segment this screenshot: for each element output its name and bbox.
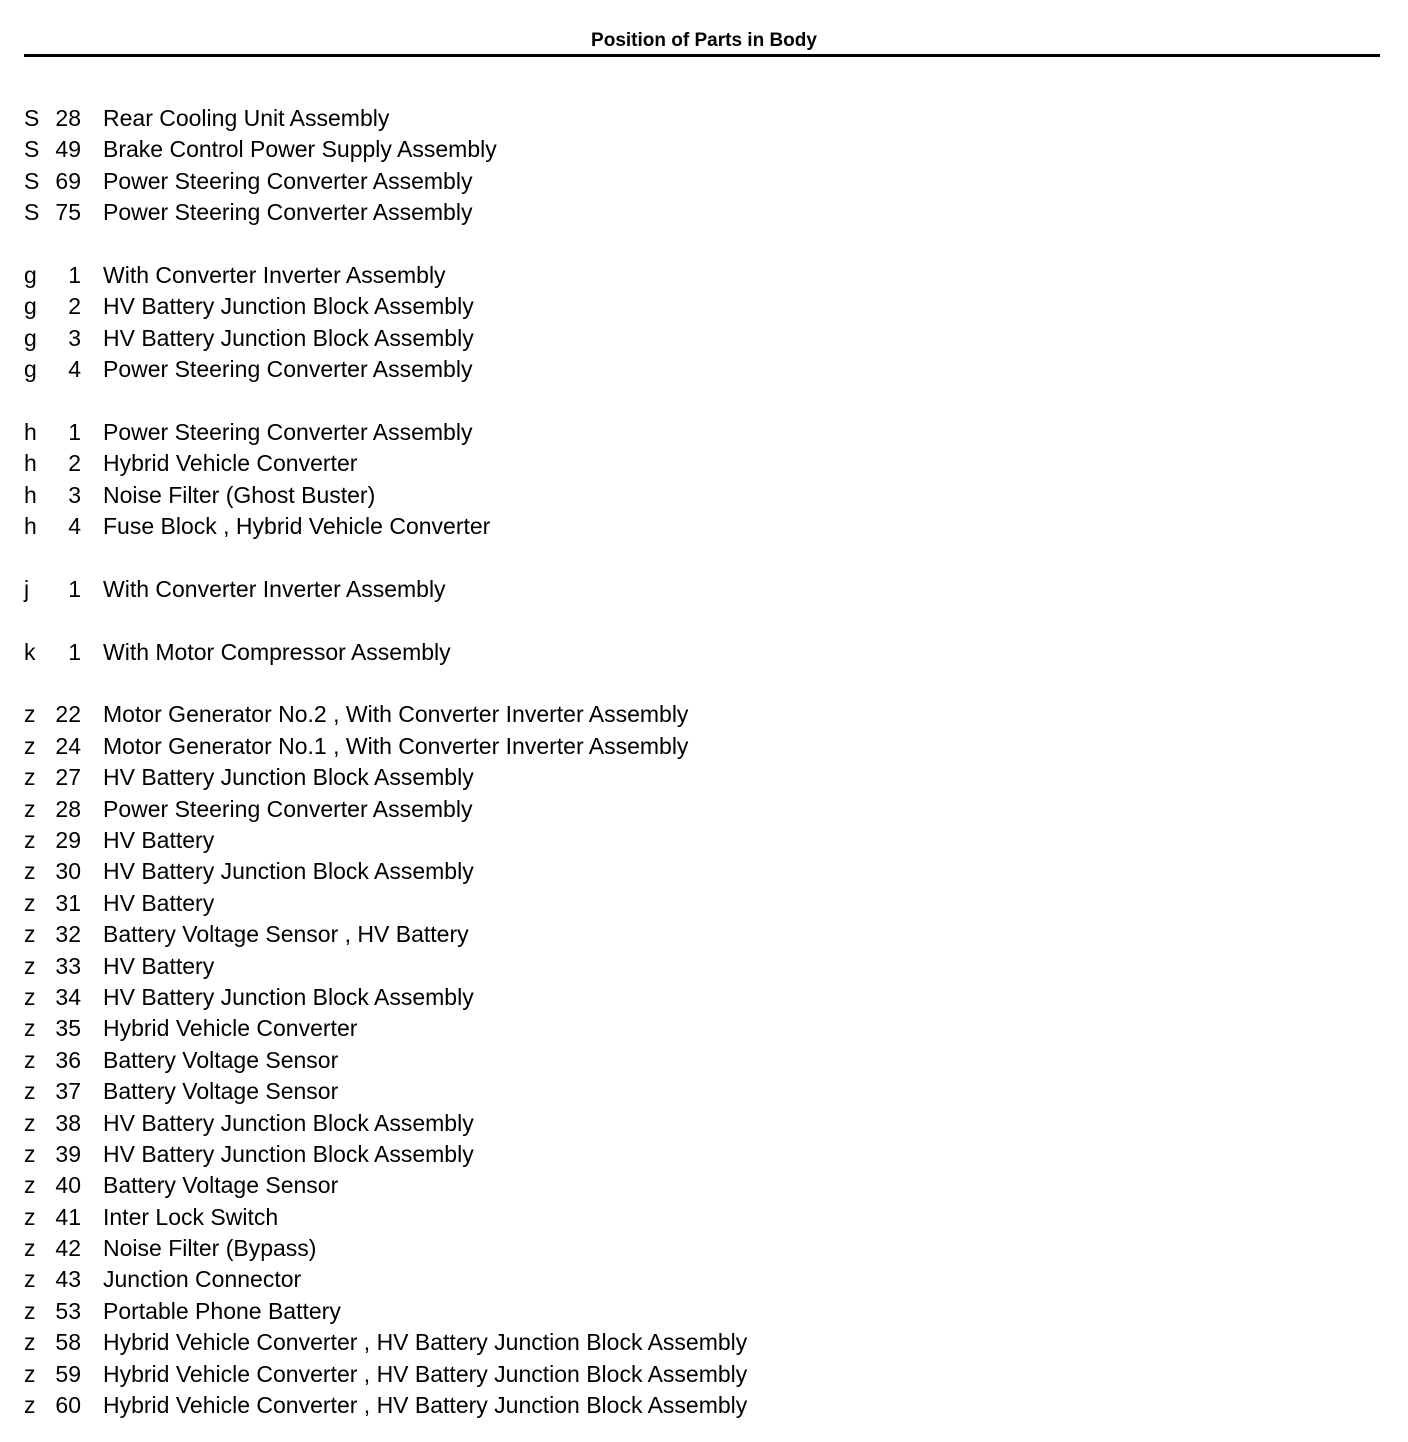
part-name: With Converter Inverter Assembly — [103, 261, 446, 288]
part-row — [0, 1327, 1408, 1358]
part-number: 32 — [55, 921, 81, 948]
part-number: 43 — [55, 1266, 81, 1293]
part-name: HV Battery Junction Block Assembly — [103, 293, 474, 320]
part-code: z — [24, 921, 36, 948]
part-number: 3 — [68, 324, 81, 351]
group-spacer — [0, 605, 1408, 636]
part-name: Brake Control Power Supply Assembly — [103, 136, 497, 163]
part-row — [0, 134, 1408, 165]
part-name: Power Steering Converter Assembly — [103, 795, 473, 822]
part-number: 24 — [55, 732, 81, 759]
part-name: Power Steering Converter Assembly — [103, 199, 473, 226]
part-code: j — [24, 575, 30, 602]
part-number: 3 — [68, 481, 81, 508]
part-row — [0, 574, 1408, 605]
part-code: z — [24, 1015, 36, 1042]
part-name: Hybrid Vehicle Converter , HV Battery Junction Block Assembly — [103, 1360, 748, 1387]
part-row — [0, 197, 1408, 228]
part-number: 58 — [55, 1329, 81, 1356]
part-name: With Converter Inverter Assembly — [103, 575, 446, 602]
part-name: Hybrid Vehicle Converter — [103, 450, 358, 477]
parts-list — [0, 103, 1408, 1421]
part-name: Portable Phone Battery — [103, 1297, 341, 1324]
part-name: Power Steering Converter Assembly — [103, 167, 473, 194]
part-number: 28 — [55, 795, 81, 822]
part-number: 42 — [55, 1235, 81, 1262]
part-row — [0, 260, 1408, 291]
part-code: k — [24, 638, 36, 665]
part-code: z — [24, 1266, 36, 1293]
part-name: HV Battery — [103, 826, 215, 853]
page-title: Position of Parts in Body — [591, 30, 817, 51]
part-number: 1 — [68, 261, 81, 288]
part-row — [0, 448, 1408, 479]
part-name: Hybrid Vehicle Converter , HV Battery Junction Block Assembly — [103, 1392, 748, 1419]
part-code: z — [24, 826, 36, 853]
part-number: 2 — [68, 450, 81, 477]
part-code: z — [24, 764, 36, 791]
part-row — [0, 291, 1408, 322]
part-number: 39 — [55, 1140, 81, 1167]
part-code: z — [24, 732, 36, 759]
part-row — [0, 1076, 1408, 1107]
part-row — [0, 888, 1408, 919]
part-code: z — [24, 1360, 36, 1387]
part-number: 1 — [68, 418, 81, 445]
part-code: S — [24, 199, 40, 226]
part-name: Noise Filter (Bypass) — [103, 1235, 317, 1262]
part-name: Motor Generator No.1 , With Converter Inverter Assembly — [103, 732, 689, 759]
part-code: z — [24, 952, 36, 979]
part-code: h — [24, 418, 37, 445]
part-code: S — [24, 105, 40, 131]
part-number: 37 — [55, 1078, 81, 1105]
part-code: z — [24, 795, 36, 822]
part-name: Battery Voltage Sensor — [103, 1046, 339, 1073]
part-name: Inter Lock Switch — [103, 1203, 279, 1230]
part-row — [0, 951, 1408, 982]
part-row — [0, 1390, 1408, 1421]
part-code: z — [24, 1203, 36, 1230]
part-name: Rear Cooling Unit Assembly — [103, 105, 390, 131]
part-number: 33 — [55, 952, 81, 979]
part-code: z — [24, 1140, 36, 1167]
part-name: Battery Voltage Sensor , HV Battery — [103, 921, 469, 948]
part-number: 35 — [55, 1015, 81, 1042]
part-row — [0, 323, 1408, 354]
part-code: z — [24, 858, 36, 885]
part-code: g — [24, 324, 37, 351]
part-row — [0, 1296, 1408, 1327]
part-row — [0, 1359, 1408, 1390]
part-row — [0, 103, 1408, 134]
part-name: Battery Voltage Sensor — [103, 1172, 339, 1199]
part-number: 41 — [55, 1203, 81, 1230]
part-name: Motor Generator No.2 , With Converter Inverter Assembly — [103, 701, 689, 728]
part-code: h — [24, 513, 37, 540]
part-name: Battery Voltage Sensor — [103, 1078, 339, 1105]
part-code: g — [24, 293, 37, 320]
part-code: z — [24, 1329, 36, 1356]
part-row — [0, 919, 1408, 950]
group-spacer — [0, 386, 1408, 417]
part-name: Hybrid Vehicle Converter — [103, 1015, 358, 1042]
part-row — [0, 856, 1408, 887]
part-code: z — [24, 701, 36, 728]
group-spacer — [0, 668, 1408, 699]
part-number: 22 — [55, 701, 81, 728]
part-number: 28 — [55, 105, 81, 131]
group-spacer — [0, 542, 1408, 573]
part-row — [0, 166, 1408, 197]
part-row — [0, 354, 1408, 385]
part-code: h — [24, 481, 37, 508]
part-number: 27 — [55, 764, 81, 791]
part-row — [0, 794, 1408, 825]
part-name: HV Battery Junction Block Assembly — [103, 764, 474, 791]
part-row — [0, 1045, 1408, 1076]
part-row — [0, 1264, 1408, 1295]
part-code: g — [24, 356, 37, 383]
group-spacer — [0, 229, 1408, 260]
part-name: Power Steering Converter Assembly — [103, 418, 473, 445]
part-number: 53 — [55, 1297, 81, 1324]
part-name: HV Battery Junction Block Assembly — [103, 1109, 474, 1136]
part-row — [0, 1202, 1408, 1233]
title-divider — [24, 54, 1380, 57]
part-code: h — [24, 450, 37, 477]
part-code: z — [24, 983, 36, 1010]
part-number: 38 — [55, 1109, 81, 1136]
part-row — [0, 731, 1408, 762]
part-number: 1 — [68, 638, 81, 665]
part-row — [0, 982, 1408, 1013]
part-name: Fuse Block , Hybrid Vehicle Converter — [103, 513, 491, 540]
part-code: z — [24, 1297, 36, 1324]
part-row — [0, 1013, 1408, 1044]
part-row — [0, 480, 1408, 511]
part-code: z — [24, 889, 36, 916]
part-code: z — [24, 1046, 36, 1073]
part-code: S — [24, 167, 40, 194]
part-number: 49 — [55, 136, 81, 163]
part-code: z — [24, 1392, 36, 1419]
part-row — [0, 1139, 1408, 1170]
part-row — [0, 1108, 1408, 1139]
part-number: 29 — [55, 826, 81, 853]
part-name: HV Battery Junction Block Assembly — [103, 858, 474, 885]
part-code: z — [24, 1235, 36, 1262]
part-row — [0, 699, 1408, 730]
part-number: 4 — [68, 513, 81, 540]
part-row — [0, 637, 1408, 668]
part-number: 1 — [68, 575, 81, 602]
part-name: With Motor Compressor Assembly — [103, 638, 451, 665]
part-row — [0, 1170, 1408, 1201]
part-name: HV Battery — [103, 952, 215, 979]
part-row — [0, 417, 1408, 448]
part-row — [0, 1233, 1408, 1264]
part-code: z — [24, 1078, 36, 1105]
part-code: z — [24, 1109, 36, 1136]
part-number: 75 — [55, 199, 81, 226]
part-code: g — [24, 261, 37, 288]
part-number: 2 — [68, 293, 81, 320]
part-number: 31 — [55, 889, 81, 916]
part-name: Junction Connector — [103, 1266, 302, 1293]
part-code: z — [24, 1172, 36, 1199]
part-number: 69 — [55, 167, 81, 194]
part-name: HV Battery Junction Block Assembly — [103, 983, 474, 1010]
part-number: 60 — [55, 1392, 81, 1419]
part-number: 40 — [55, 1172, 81, 1199]
part-number: 4 — [68, 356, 81, 383]
part-name: Noise Filter (Ghost Buster) — [103, 481, 376, 508]
part-number: 36 — [55, 1046, 81, 1073]
part-row — [0, 511, 1408, 542]
part-name: HV Battery — [103, 889, 215, 916]
part-name: HV Battery Junction Block Assembly — [103, 1140, 474, 1167]
part-row — [0, 825, 1408, 856]
part-name: Power Steering Converter Assembly — [103, 356, 473, 383]
part-name: HV Battery Junction Block Assembly — [103, 324, 474, 351]
part-number: 34 — [55, 983, 81, 1010]
part-name: Hybrid Vehicle Converter , HV Battery Junction Block Assembly — [103, 1329, 748, 1356]
part-code: S — [24, 136, 40, 163]
part-number: 59 — [55, 1360, 81, 1387]
part-number: 30 — [55, 858, 81, 885]
part-row — [0, 762, 1408, 793]
